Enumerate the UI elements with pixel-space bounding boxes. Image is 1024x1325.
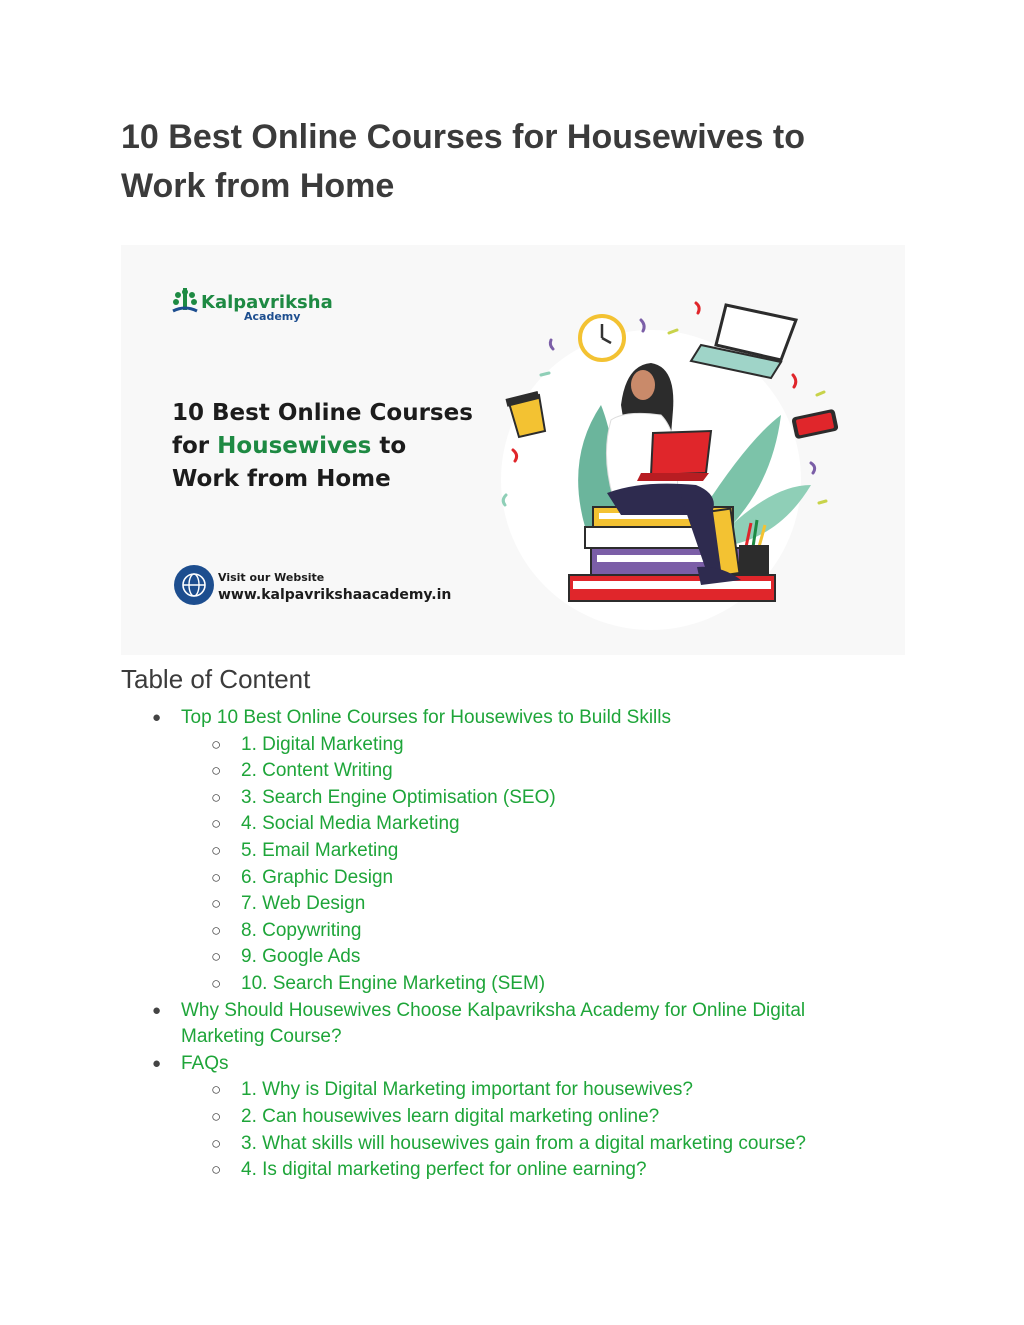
page-title: 10 Best Online Courses for Housewives to Work from Home: [121, 118, 805, 205]
toc-sublink[interactable]: 3. What skills will housewives gain from a digital marketing course?: [241, 1132, 806, 1154]
bullet-circle-icon: ○: [211, 814, 222, 834]
toc-subitem: [0, 1157, 1024, 1184]
toc-subitem: [0, 971, 1024, 998]
toc-subitem: [0, 758, 1024, 785]
toc-sublink[interactable]: 7. Web Design: [241, 893, 366, 915]
bullet-circle-icon: ○: [211, 1080, 222, 1100]
hero-banner-image: [121, 245, 905, 655]
toc-item: [0, 1051, 1024, 1078]
toc-subitem: [0, 838, 1024, 865]
bullet-circle-icon: ○: [211, 787, 222, 807]
bullet-dot-icon: ●: [152, 1001, 162, 1019]
toc-item: [0, 705, 1024, 732]
toc-sublink[interactable]: 3. Search Engine Optimisation (SEO): [241, 786, 556, 808]
toc-subitem: [0, 732, 1024, 759]
toc-sublink[interactable]: 10. Search Engine Marketing (SEM): [241, 972, 546, 994]
toc-sublink[interactable]: 4. Is digital marketing perfect for online earning?: [241, 1159, 647, 1181]
toc-subitem: [0, 891, 1024, 918]
toc-item: [0, 998, 1024, 1051]
toc-link[interactable]: Why Should Housewives Choose Kalpavriksha Academy for Online Digital Marketing Course?: [181, 999, 806, 1048]
cta-url: www.kalpavrikshaacademy.in: [218, 587, 452, 603]
brand-name: Kalpavriksha: [201, 292, 333, 313]
brand-sub: Academy: [244, 310, 301, 323]
hero-headline-highlight: Housewives: [217, 433, 372, 459]
table-of-contents: [0, 705, 1024, 1184]
bullet-circle-icon: ○: [211, 840, 222, 860]
bullet-circle-icon: ○: [211, 920, 222, 940]
bullet-circle-icon: ○: [211, 1106, 222, 1126]
toc-subitem: [0, 944, 1024, 971]
hero-headline-suffix: to: [371, 433, 407, 459]
toc-subitem: [0, 1077, 1024, 1104]
toc-sublink[interactable]: 9. Google Ads: [241, 946, 361, 968]
bullet-circle-icon: ○: [211, 947, 222, 967]
toc-subitem: [0, 865, 1024, 892]
bullet-circle-icon: ○: [211, 734, 222, 754]
toc-sublink[interactable]: 1. Digital Marketing: [241, 733, 404, 755]
bullet-circle-icon: ○: [211, 1133, 222, 1153]
hero-headline-prefix: for: [172, 433, 218, 459]
globe-icon: [174, 565, 214, 605]
bullet-dot-icon: ●: [152, 709, 162, 726]
toc-subitem: [0, 1104, 1024, 1131]
bullet-circle-icon: ○: [211, 1160, 222, 1180]
toc-sublink[interactable]: 2. Content Writing: [241, 760, 393, 782]
bullet-dot-icon: ●: [152, 1054, 162, 1072]
bullet-circle-icon: ○: [211, 761, 222, 781]
toc-subitem: [0, 1131, 1024, 1158]
toc-sublink[interactable]: 5. Email Marketing: [241, 839, 399, 861]
toc-link[interactable]: FAQs: [181, 1052, 229, 1074]
toc-sublink[interactable]: 4. Social Media Marketing: [241, 813, 460, 835]
bullet-circle-icon: ○: [211, 867, 222, 887]
toc-sublink[interactable]: 1. Why is Digital Marketing important for housewives?: [241, 1079, 693, 1101]
cta-label: Visit our Website: [218, 571, 325, 584]
bullet-circle-icon: ○: [211, 894, 222, 914]
toc-sublink[interactable]: 8. Copywriting: [241, 919, 362, 941]
hero-headline-line2: [172, 433, 406, 459]
toc-subitem: [0, 918, 1024, 945]
hero-headline-line1: 10 Best Online Courses: [172, 400, 473, 426]
toc-subitem: [0, 811, 1024, 838]
toc-subitem: [0, 785, 1024, 812]
toc-sublink[interactable]: 2. Can housewives learn digital marketing online?: [241, 1105, 660, 1127]
hero-headline-line3: Work from Home: [172, 466, 391, 492]
toc-sublink[interactable]: 6. Graphic Design: [241, 866, 394, 888]
toc-link[interactable]: Top 10 Best Online Courses for Housewives to Build Skills: [181, 707, 672, 728]
toc-heading: Table of Content: [121, 664, 311, 694]
bullet-circle-icon: ○: [211, 973, 222, 993]
clock-icon: [580, 316, 624, 360]
